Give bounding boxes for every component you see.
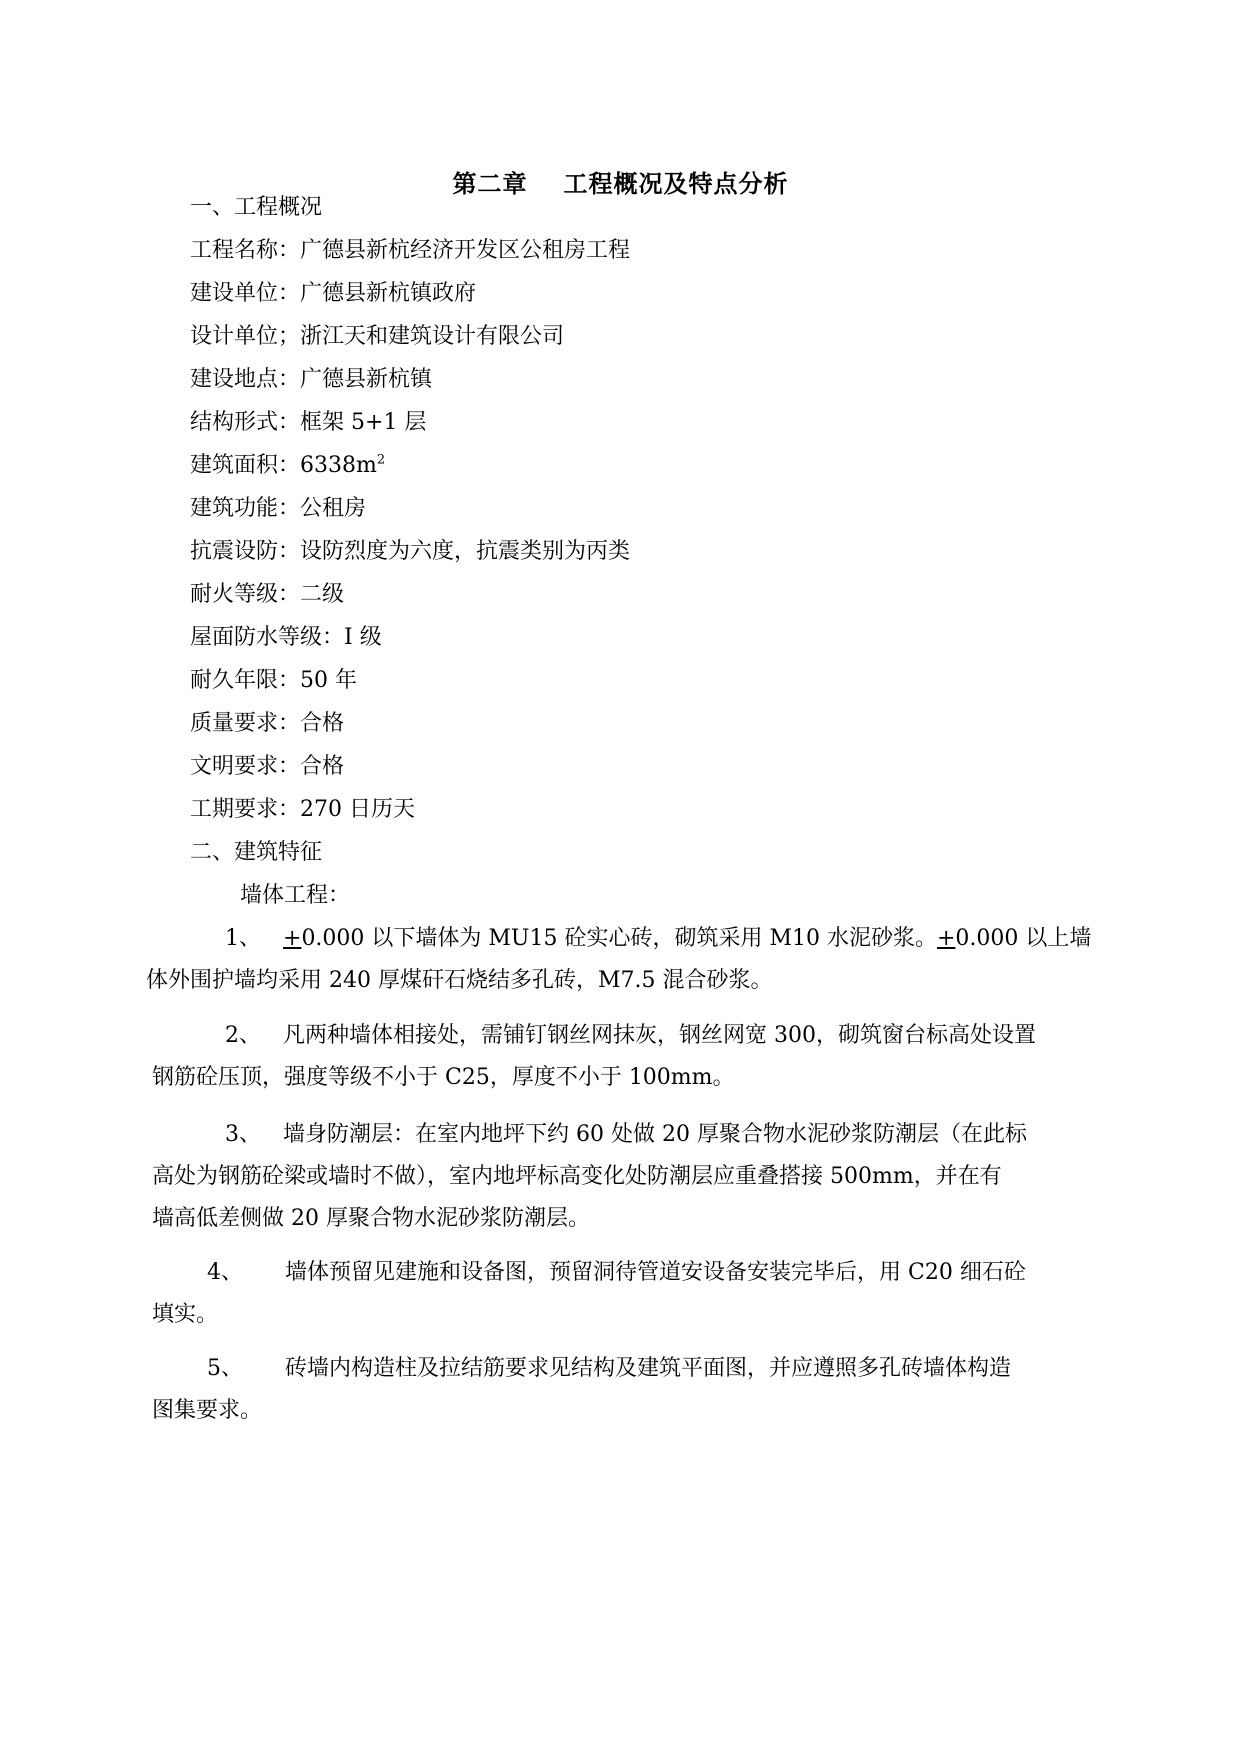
field-durability: 耐久年限：50 年 [190, 668, 358, 693]
item-4-line-2: 填实。 [152, 1302, 219, 1327]
field-designer: 设计单位；浙江天和建筑设计有限公司 [190, 324, 565, 349]
item-3-line-2: 高处为钢筋砼梁或墙时不做），室内地坪标高变化处防潮层应重叠搭接 500mm，并在有 [152, 1164, 1002, 1189]
item-1-line-2: 体外围护墙均采用 240 厚煤矸石烧结多孔砖，M7.5 混合砂浆。 [146, 968, 773, 993]
item-2-line-2: 钢筋砼压顶，强度等级不小于 C25，厚度不小于 100mm。 [152, 1065, 735, 1090]
item-3-line-1: 3、 墙身防潮层：在室内地坪下约 60 处做 20 厚聚合物水泥砂浆防潮层（在此标 [225, 1122, 1027, 1147]
field-function: 建筑功能：公租房 [190, 496, 367, 521]
field-duration: 工期要求：270 日历天 [190, 797, 416, 822]
chapter-number: 第二章 [452, 169, 528, 198]
field-location: 建设地点：广德县新杭镇 [190, 367, 433, 392]
field-area: 建筑面积：$6338m^2$ [190, 452, 386, 478]
item-1-line-1: 1、 +0.000 以下墙体为 MU15 砼实心砖，砌筑采用 M10 水泥砂浆。+0.000 以上墙 [225, 926, 1092, 951]
field-project-name: 工程名称：广德县新杭经济开发区公租房工程 [190, 238, 631, 263]
field-developer: 建设单位：广德县新杭镇政府 [190, 281, 477, 306]
subheading-wall-works: 墙体工程： [240, 883, 351, 908]
field-civilization: 文明要求：合格 [190, 754, 345, 779]
item-2-line-1: 2、 凡两种墙体相接处，需铺钉钢丝网抹灰，钢丝网宽 300，砌筑窗台标高处设置 [225, 1023, 1036, 1048]
chapter-title [0, 164, 1241, 199]
field-fire-rating: 耐火等级：二级 [190, 582, 345, 607]
item-4-line-1: 4、 墙体预留见建施和设备图，预留洞待管道安设备安装完毕后，用 C20 细石砼 [207, 1260, 1026, 1285]
field-structure: 结构形式：框架 5+1 层 [190, 410, 427, 435]
item-5-line-2: 图集要求。 [152, 1398, 263, 1423]
field-quality: 质量要求：合格 [190, 711, 345, 736]
field-seismic: 抗震设防：设防烈度为六度，抗震类别为丙类 [190, 539, 631, 564]
section-heading-features: 二、建筑特征 [190, 840, 323, 865]
field-roof-waterproof: 屋面防水等级：I 级 [190, 625, 382, 650]
item-5-line-1: 5、 砖墙内构造柱及拉结筋要求见结构及建筑平面图，并应遵照多孔砖墙体构造 [207, 1356, 1012, 1381]
chapter-name: 工程概况及特点分析 [563, 169, 789, 198]
section-heading-overview: 一、工程概况 [190, 195, 323, 220]
item-3-line-3: 墙高低差侧做 20 厚聚合物水泥砂浆防潮层。 [152, 1206, 590, 1231]
